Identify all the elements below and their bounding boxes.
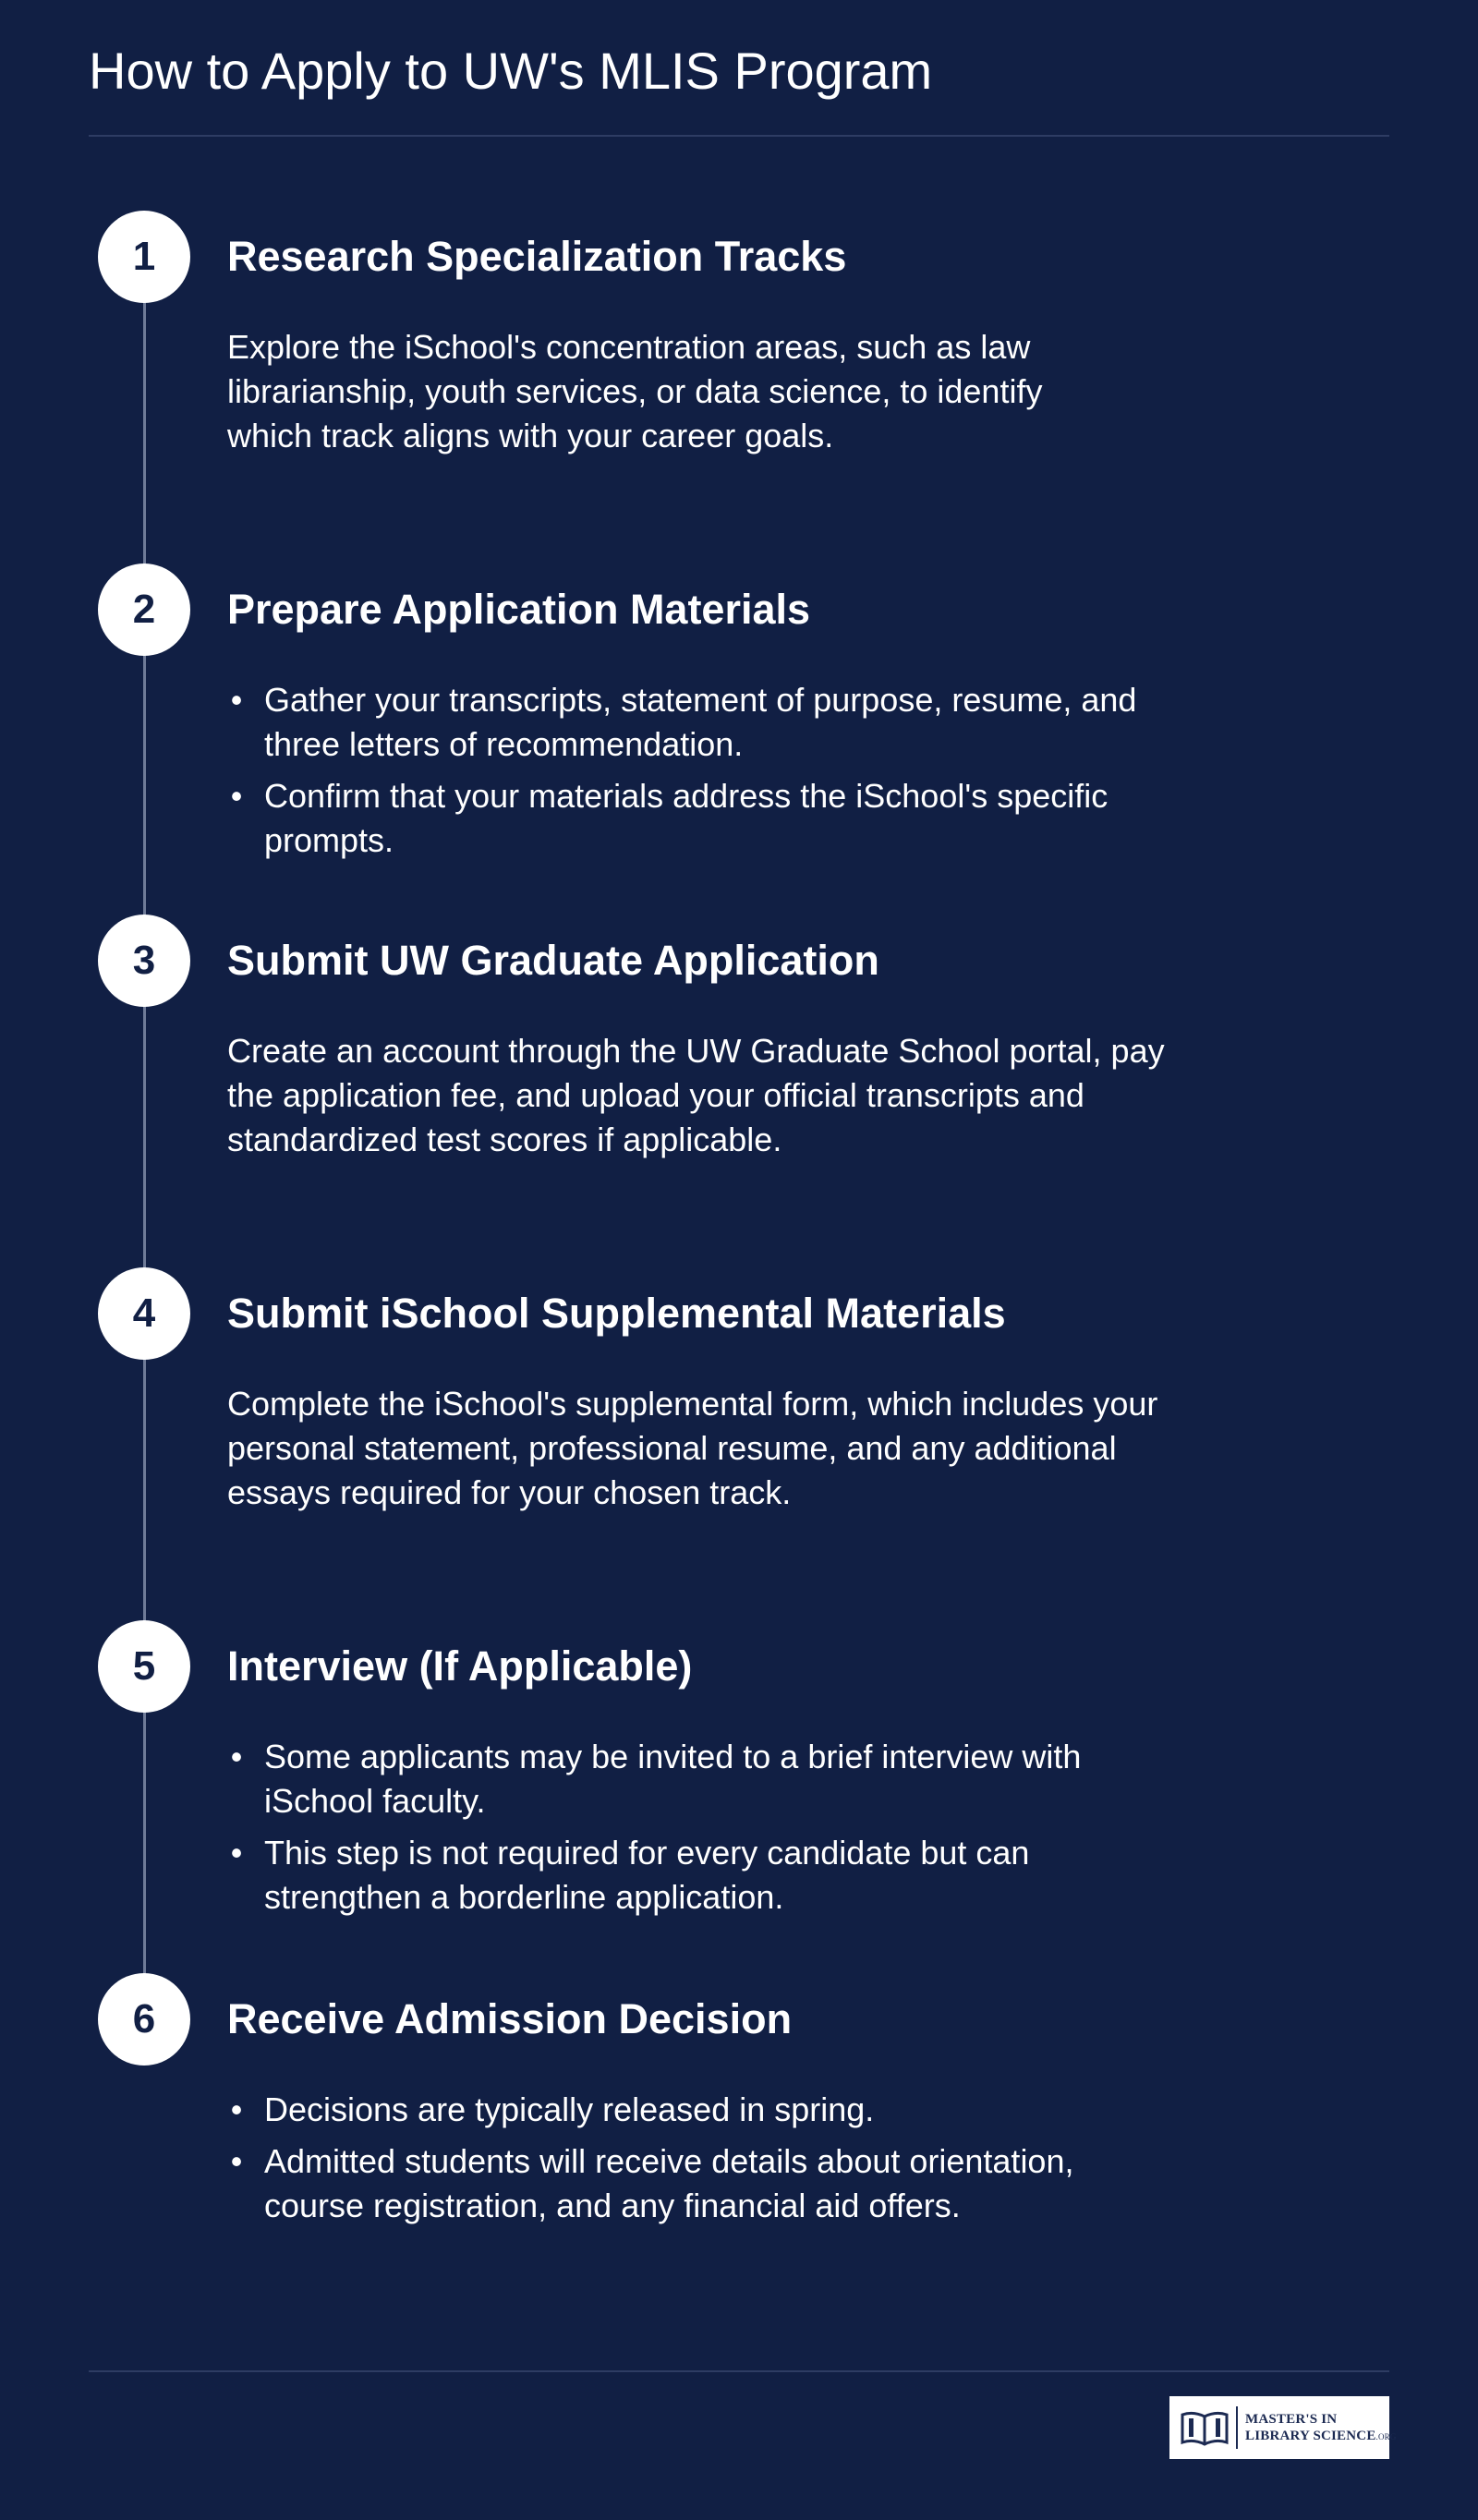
step-bullet-list — [227, 678, 1151, 870]
bullet-icon: • — [230, 2090, 243, 2128]
header-divider — [89, 135, 1389, 137]
step-title: Submit iSchool Supplemental Materials — [227, 1290, 1006, 1337]
list-item-text: This step is not required for every candidate but can strengthen a borderline application. — [264, 1834, 1030, 1916]
bullet-icon: • — [230, 1738, 243, 1775]
list-item — [227, 2088, 1114, 2132]
step-number-badge: 4 — [98, 1267, 190, 1360]
site-logo — [1169, 2396, 1397, 2459]
step-description: Explore the iSchool's concentration areas, such as law librarianship, youth services, or data science, to identify which track aligns with your career goals. — [227, 328, 1043, 454]
list-item — [227, 1831, 1096, 1920]
footer-divider — [89, 2370, 1389, 2372]
logo-line-2: LIBRARY SCIENCE — [1245, 2428, 1376, 2443]
page-title: How to Apply to UW's MLIS Program — [89, 42, 933, 100]
step-number-badge: 3 — [98, 915, 190, 1007]
step-number-badge: 6 — [98, 1973, 190, 2066]
bullet-icon: • — [230, 681, 243, 719]
logo-wordmark — [1245, 2411, 1397, 2445]
list-item — [227, 1735, 1096, 1823]
list-item-text: Gather your transcripts, statement of purpose, resume, and three letters of recommendation. — [264, 681, 1137, 763]
step-title: Receive Admission Decision — [227, 1995, 793, 2042]
bullet-icon: • — [230, 2142, 243, 2180]
step-number-badge: 5 — [98, 1620, 190, 1713]
step-description: Complete the iSchool's supplemental form, which includes your personal statement, professional resume, and any additional essays required for your chosen track. — [227, 1385, 1158, 1511]
logo-suffix: .ORG — [1375, 2431, 1397, 2441]
list-item — [227, 774, 1151, 863]
logo-line-1: MASTER'S IN — [1245, 2411, 1338, 2427]
list-item-text: Decisions are typically released in spring. — [264, 2090, 875, 2128]
step-title: Submit UW Graduate Application — [227, 937, 879, 984]
book-icon — [1179, 2407, 1230, 2448]
step-bullet-list — [227, 1735, 1096, 1927]
list-item-text: Some applicants may be invited to a brief interview with iSchool faculty. — [264, 1738, 1082, 1820]
logo-divider — [1236, 2406, 1238, 2449]
list-item — [227, 2139, 1114, 2228]
list-item-text: Confirm that your materials address the iSchool's specific prompts. — [264, 777, 1108, 859]
bullet-icon: • — [230, 1834, 243, 1872]
step-description: Create an account through the UW Graduate School portal, pay the application fee, and upload your official transcripts and standardized test scores if applicable. — [227, 1032, 1165, 1158]
step-title: Interview (If Applicable) — [227, 1642, 693, 1690]
timeline-line — [143, 259, 146, 2019]
list-item — [227, 678, 1151, 767]
step-title: Prepare Application Materials — [227, 586, 811, 633]
list-item-text: Admitted students will receive details about orientation, course registration, and any financial aid offers. — [264, 2142, 1074, 2224]
step-number-badge: 1 — [98, 211, 190, 303]
step-bullet-list — [227, 2088, 1114, 2235]
step-title: Research Specialization Tracks — [227, 233, 847, 280]
step-number-badge: 2 — [98, 563, 190, 656]
bullet-icon: • — [230, 777, 243, 815]
